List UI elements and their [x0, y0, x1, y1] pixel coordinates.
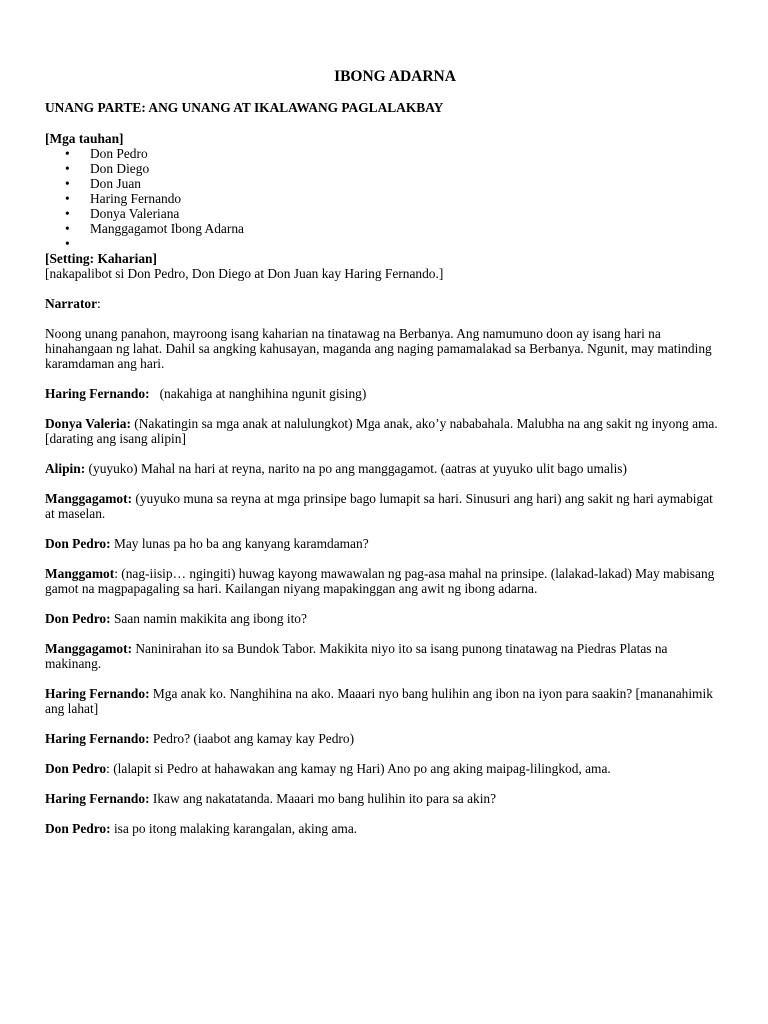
bullet-icon: •	[65, 206, 70, 221]
list-item	[65, 206, 725, 221]
dialogue-line	[45, 416, 728, 446]
list-item	[65, 236, 725, 251]
dialogue-line	[45, 641, 725, 671]
document-page	[45, 68, 728, 851]
dialogue-text: (nakahiga at nanghihina ngunit gising)	[149, 386, 367, 401]
cast-name: Don Juan	[90, 176, 141, 191]
dialogue-line	[45, 791, 725, 806]
list-item	[65, 146, 725, 161]
dialogue-line	[45, 461, 725, 476]
setting-text: [nakapalibot si Don Pedro, Don Diego at Don Juan kay Haring Fernando.]	[45, 266, 444, 281]
list-item	[65, 221, 725, 236]
dialogue-text: Mga anak ko. Nanghihina na ako. Maaari nyo bang hulihin ang ibon na iyon para saakin? [mananahimik ang lahat]	[45, 686, 713, 716]
dialogue-text: (yuyuko) Mahal na hari at reyna, narito na po ang manggagamot. (aatras at yuyuko ulit bago umalis)	[85, 461, 627, 476]
speaker-name: Don Pedro:	[45, 536, 111, 551]
list-item	[65, 176, 725, 191]
speaker-name: Don Pedro	[45, 761, 107, 776]
setting-heading: [Setting: Kaharian]	[45, 251, 157, 266]
speaker-name: Haring Fernando:	[45, 686, 150, 701]
dialogue-text: May lunas pa ho ba ang kanyang karamdaman?	[110, 536, 369, 551]
dialogue-text: Pedro? (iaabot ang kamay kay Pedro)	[149, 731, 355, 746]
speaker-name: Manggagamot:	[45, 491, 133, 506]
dialogue-text: Ikaw ang nakatatanda. Maaari mo bang hulihin ito para sa akin?	[149, 791, 497, 806]
dialogue-line	[45, 536, 725, 551]
speaker-name: Haring Fernando:	[45, 791, 150, 806]
dialogue-text: (yuyuko muna sa reyna at mga prinsipe bago lumapit sa hari. Sinusuri ang hari) ang sakit ng hari aymabigat at maselan.	[45, 491, 713, 521]
speaker-name: Don Pedro:	[45, 611, 111, 626]
dialogue-line	[45, 611, 725, 626]
dialogue-line	[45, 566, 725, 596]
speaker-name: Manggagamot:	[45, 641, 133, 656]
bullet-icon: •	[65, 221, 70, 236]
bullet-icon: •	[65, 161, 70, 176]
speaker-name: Manggamot	[45, 566, 115, 581]
dialogue-line	[45, 761, 725, 776]
cast-heading: [Mga tauhan]	[45, 131, 124, 146]
dialogue-line	[45, 821, 725, 836]
dialogue-text: : (nag-iisip… ngingiti) huwag kayong mawawalan ng pag-asa mahal na prinsipe. (lalakad-lakad) May mabisang gamot na magpapagaling sa hari. Kailangan niyang mapakinggan ang awit ng ibong adarna.	[45, 566, 715, 596]
narration-paragraph: Noong unang panahon, mayroong isang kaharian na tinatawag na Berbanya. Ang namumuno doon ay isang hari na hinahangaan ng lahat. Dahil sa angking kahusayan, maganda ang naging pamamalakad sa Berbanya. Ngunit, may matinding karamdaman ang hari.	[45, 326, 712, 371]
cast-name: Don Diego	[90, 161, 150, 176]
cast-list	[45, 146, 725, 251]
dialogue-text: Saan namin makikita ang ibong ito?	[110, 611, 307, 626]
dialogue-line	[45, 386, 725, 401]
cast-name: Haring Fernando	[90, 191, 182, 206]
speaker-name: Don Pedro:	[45, 821, 111, 836]
document-title: IBONG ADARNA	[334, 68, 456, 85]
bullet-icon: •	[65, 236, 70, 251]
speaker-name: Donya Valeria:	[45, 416, 131, 431]
narrator-name: Narrator	[45, 296, 98, 311]
dialogue-line	[45, 731, 725, 746]
dialogue-text: Naninirahan ito sa Bundok Tabor. Makikita niyo ito sa isang punong tinatawag na Piedras Platas na makinang.	[45, 641, 668, 671]
section-heading: UNANG PARTE: ANG UNANG AT IKALAWANG PAGLALAKBAY	[45, 100, 444, 115]
bullet-icon: •	[65, 191, 70, 206]
bullet-icon: •	[65, 146, 70, 161]
narrator-colon: :	[97, 296, 101, 311]
dialogue-text: : (lalapit si Pedro at hahawakan ang kamay ng Hari) Ano po ang aking maipag-lilingkod, ama.	[106, 761, 611, 776]
cast-name: Donya Valeriana	[90, 206, 180, 221]
bullet-icon: •	[65, 176, 70, 191]
dialogue-line	[45, 491, 725, 521]
speaker-name: Alipin:	[45, 461, 86, 476]
speaker-name: Haring Fernando:	[45, 731, 150, 746]
narrator-label	[45, 296, 725, 311]
list-item	[65, 191, 725, 206]
dialogue-text: isa po itong malaking karangalan, aking ama.	[110, 821, 358, 836]
dialogue-text: (Nakatingin sa mga anak at nalulungkot) Mga anak, ako’y nababahala. Malubha na ang sakit ng inyong ama. [darating ang isang alipin]	[45, 416, 728, 446]
list-item	[65, 161, 725, 176]
cast-name: Manggagamot Ibong Adarna	[90, 221, 244, 236]
dialogue-line	[45, 686, 725, 716]
speaker-name: Haring Fernando:	[45, 386, 150, 401]
cast-name: Don Pedro	[90, 146, 148, 161]
